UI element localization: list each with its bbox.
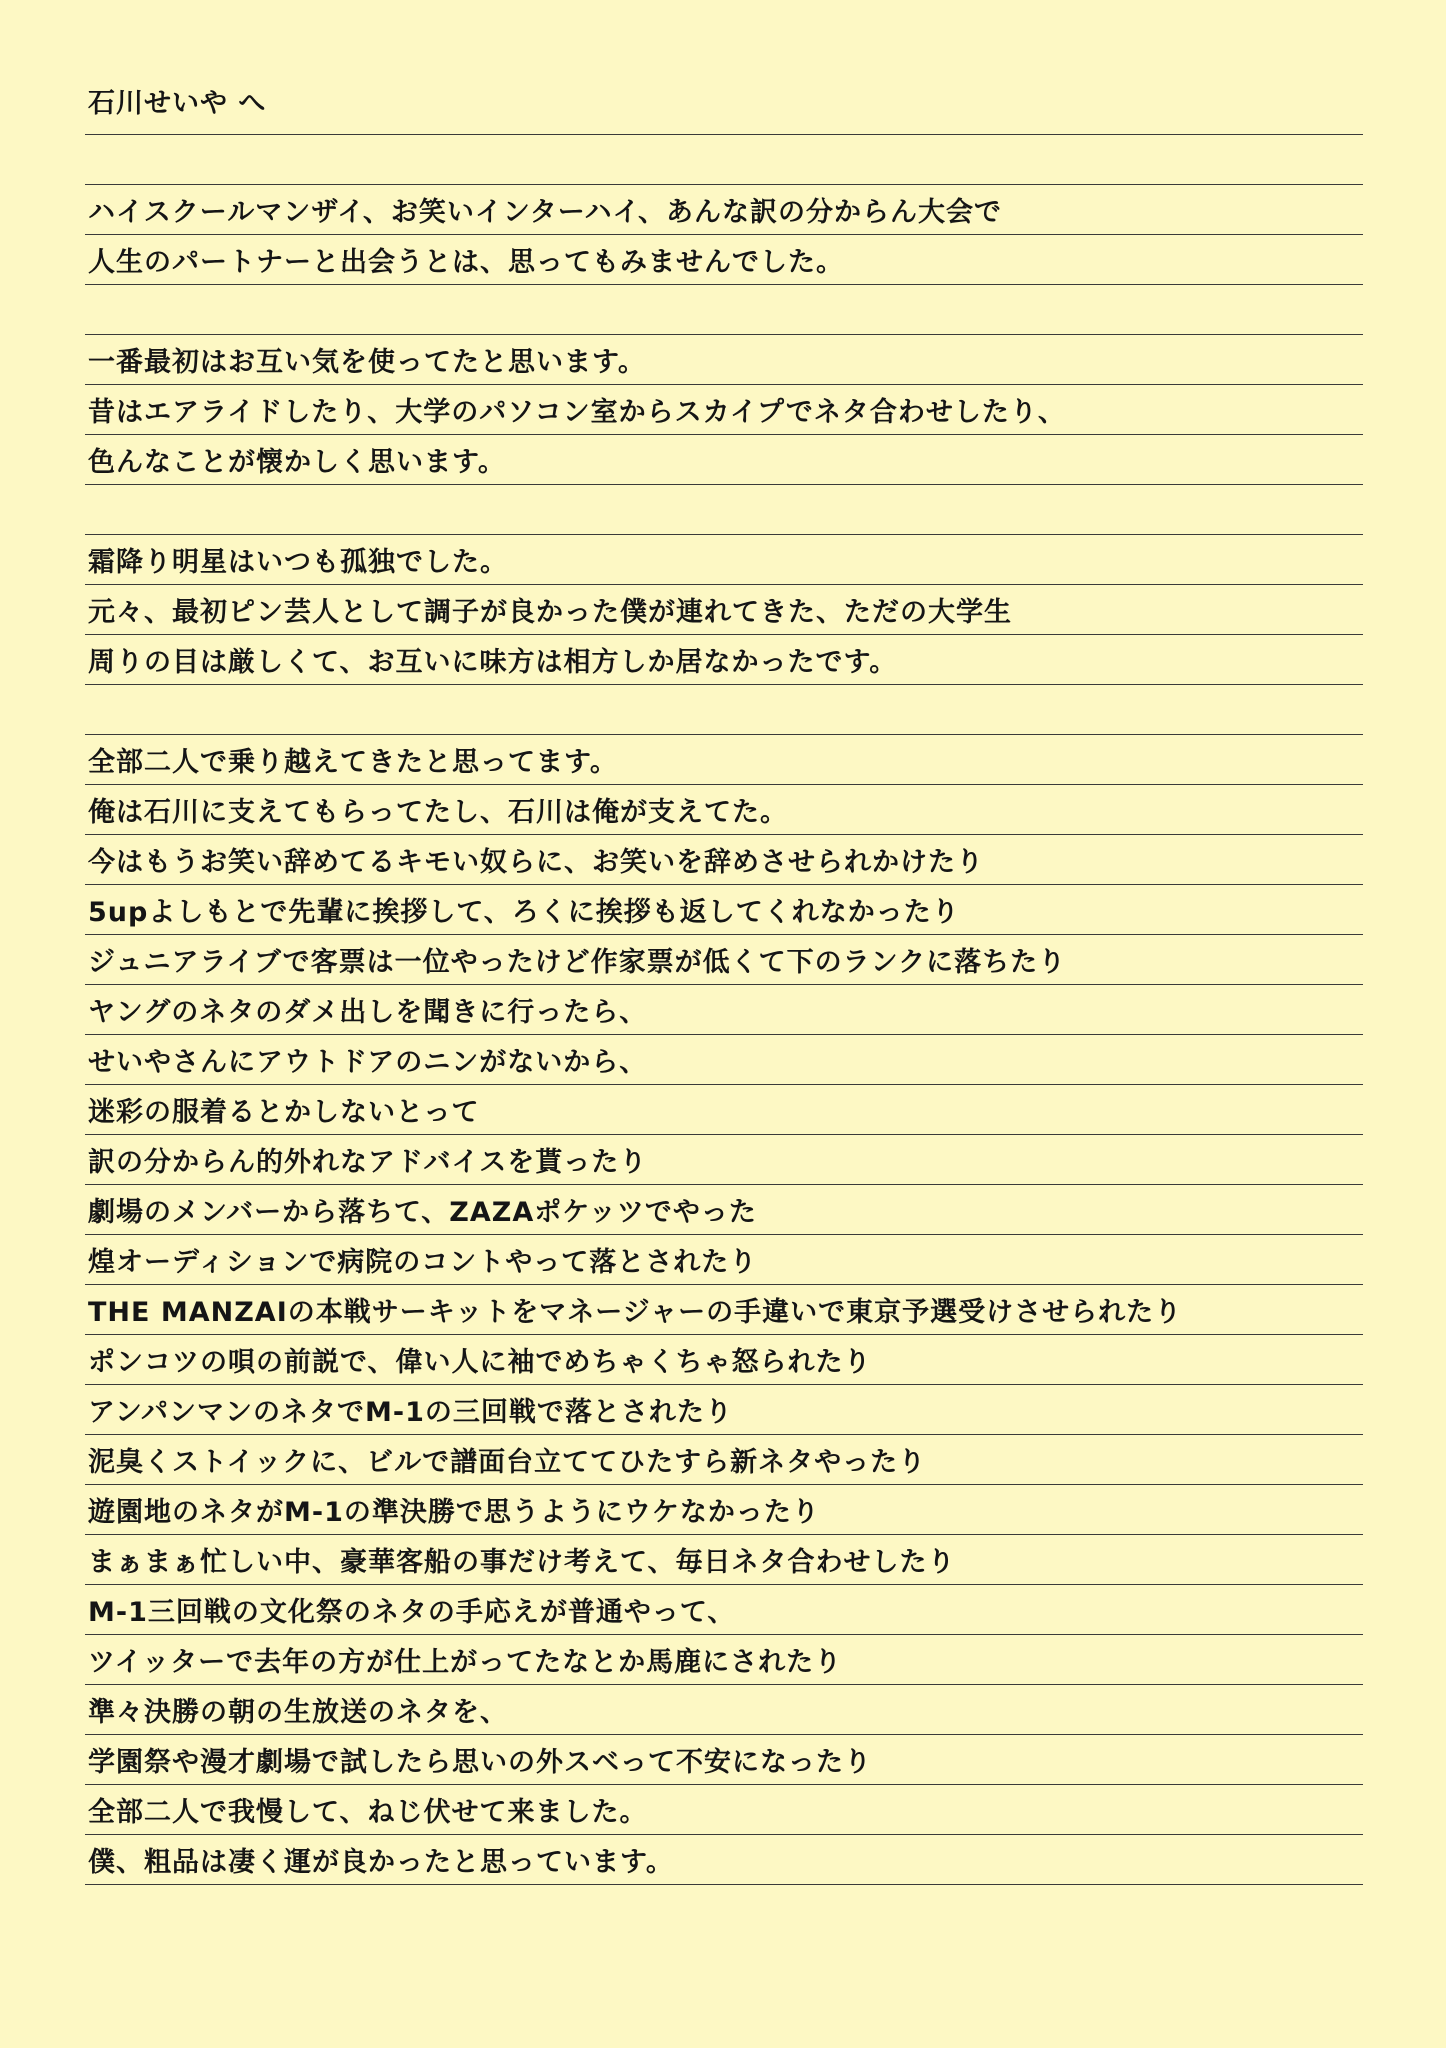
letter-line (85, 1035, 1363, 1085)
letter-line (85, 1585, 1363, 1635)
line-text: 全部二人で乗り越えてきたと思ってます。 (88, 747, 618, 778)
blank-line (85, 135, 1363, 185)
letter-line (85, 1485, 1363, 1535)
line-text: 煌オーディションで病院のコントやって落とされたり (88, 1247, 758, 1278)
letter-body (85, 135, 1363, 1885)
letter-line (85, 1185, 1363, 1235)
line-text: せいやさんにアウトドアのニンがないから、 (88, 1047, 648, 1078)
letter-line (85, 1285, 1363, 1335)
line-text: 5upよしもとで先輩に挨拶して、ろくに挨拶も返してくれなかったり (88, 897, 960, 928)
letter-line (85, 235, 1363, 285)
line-text: 僕、粗品は凄く運が良かったと思っています。 (88, 1847, 674, 1878)
blank-line (85, 285, 1363, 335)
line-text: ツイッターで去年の方が仕上がってたなとか馬鹿にされたり (88, 1647, 843, 1678)
line-text: 準々決勝の朝の生放送のネタを、 (88, 1697, 508, 1728)
letter-line (85, 185, 1363, 235)
line-text: 劇場のメンバーから落ちて、ZAZAポケッツでやった (88, 1197, 757, 1228)
blank-line (85, 485, 1363, 535)
line-text: 今はもうお笑い辞めてるキモい奴らに、お笑いを辞めさせられかけたり (88, 847, 984, 878)
salutation: 石川せいや へ (88, 88, 267, 119)
line-text: アンパンマンのネタでM-1の三回戦で落とされたり (88, 1397, 733, 1428)
letter-line (85, 985, 1363, 1035)
letter-line (85, 635, 1363, 685)
letter-line (85, 1535, 1363, 1585)
letter-line (85, 1335, 1363, 1385)
line-text: ヤングのネタのダメ出しを聞きに行ったら、 (88, 997, 648, 1028)
blank-line (85, 685, 1363, 735)
letter-line (85, 885, 1363, 935)
line-text: 俺は石川に支えてもらってたし、石川は俺が支えてた。 (88, 797, 788, 828)
letter-line (85, 1235, 1363, 1285)
line-text: 色んなことが懐かしく思います。 (88, 447, 506, 478)
line-text: 全部二人で我慢して、ねじ伏せて来ました。 (88, 1797, 648, 1828)
letter-line (85, 835, 1363, 885)
line-text: THE MANZAIの本戦サーキットをマネージャーの手違いで東京予選受けさせられたり (88, 1297, 1183, 1328)
letter-line (85, 435, 1363, 485)
line-text: 泥臭くストイックに、ビルで譜面台立ててひたすら新ネタやったり (88, 1447, 927, 1478)
line-text: 学園祭や漫才劇場で試したら思いの外スベって不安になったり (88, 1747, 872, 1778)
salutation-line (85, 84, 1363, 135)
line-text: 迷彩の服着るとかしないとって (88, 1097, 480, 1128)
line-text: 昔はエアライドしたり、大学のパソコン室からスカイプでネタ合わせしたり、 (88, 397, 1066, 428)
line-text: 霜降り明星はいつも孤独でした。 (88, 547, 508, 578)
letter-line (85, 785, 1363, 835)
line-text: 一番最初はお互い気を使ってたと思います。 (88, 347, 646, 378)
line-text: 周りの目は厳しくて、お互いに味方は相方しか居なかったです。 (88, 647, 898, 678)
letter-line (85, 1635, 1363, 1685)
line-text: まぁまぁ忙しい中、豪華客船の事だけ考えて、毎日ネタ合わせしたり (88, 1547, 956, 1578)
line-text: 遊園地のネタがM-1の準決勝で思うようにウケなかったり (88, 1497, 820, 1528)
letter-line (85, 385, 1363, 435)
line-text: 元々、最初ピン芸人として調子が良かった僕が連れてきた、ただの大学生 (88, 597, 1012, 628)
letter-line (85, 1135, 1363, 1185)
line-text: M-1三回戦の文化祭のネタの手応えが普通やって、 (88, 1597, 736, 1628)
line-text: ジュニアライブで客票は一位やったけど作家票が低くて下のランクに落ちたり (88, 947, 1067, 978)
line-text: 人生のパートナーと出会うとは、思ってもみませんでした。 (88, 247, 844, 278)
letter-line (85, 1435, 1363, 1485)
line-text: ハイスクールマンザイ、お笑いインターハイ、あんな訳の分からん大会で (88, 197, 1003, 228)
line-text: 訳の分からん的外れなアドバイスを貰ったり (88, 1147, 648, 1178)
letter-line (85, 1085, 1363, 1135)
letter-line (85, 1785, 1363, 1835)
letter (85, 84, 1363, 1885)
letter-line (85, 585, 1363, 635)
letter-line (85, 1385, 1363, 1435)
letter-line (85, 735, 1363, 785)
letter-line (85, 1835, 1363, 1885)
letter-line (85, 335, 1363, 385)
letter-line (85, 1685, 1363, 1735)
line-text: ポンコツの唄の前説で、偉い人に袖でめちゃくちゃ怒られたり (88, 1347, 872, 1378)
letter-line (85, 535, 1363, 585)
letter-line (85, 935, 1363, 985)
letter-line (85, 1735, 1363, 1785)
